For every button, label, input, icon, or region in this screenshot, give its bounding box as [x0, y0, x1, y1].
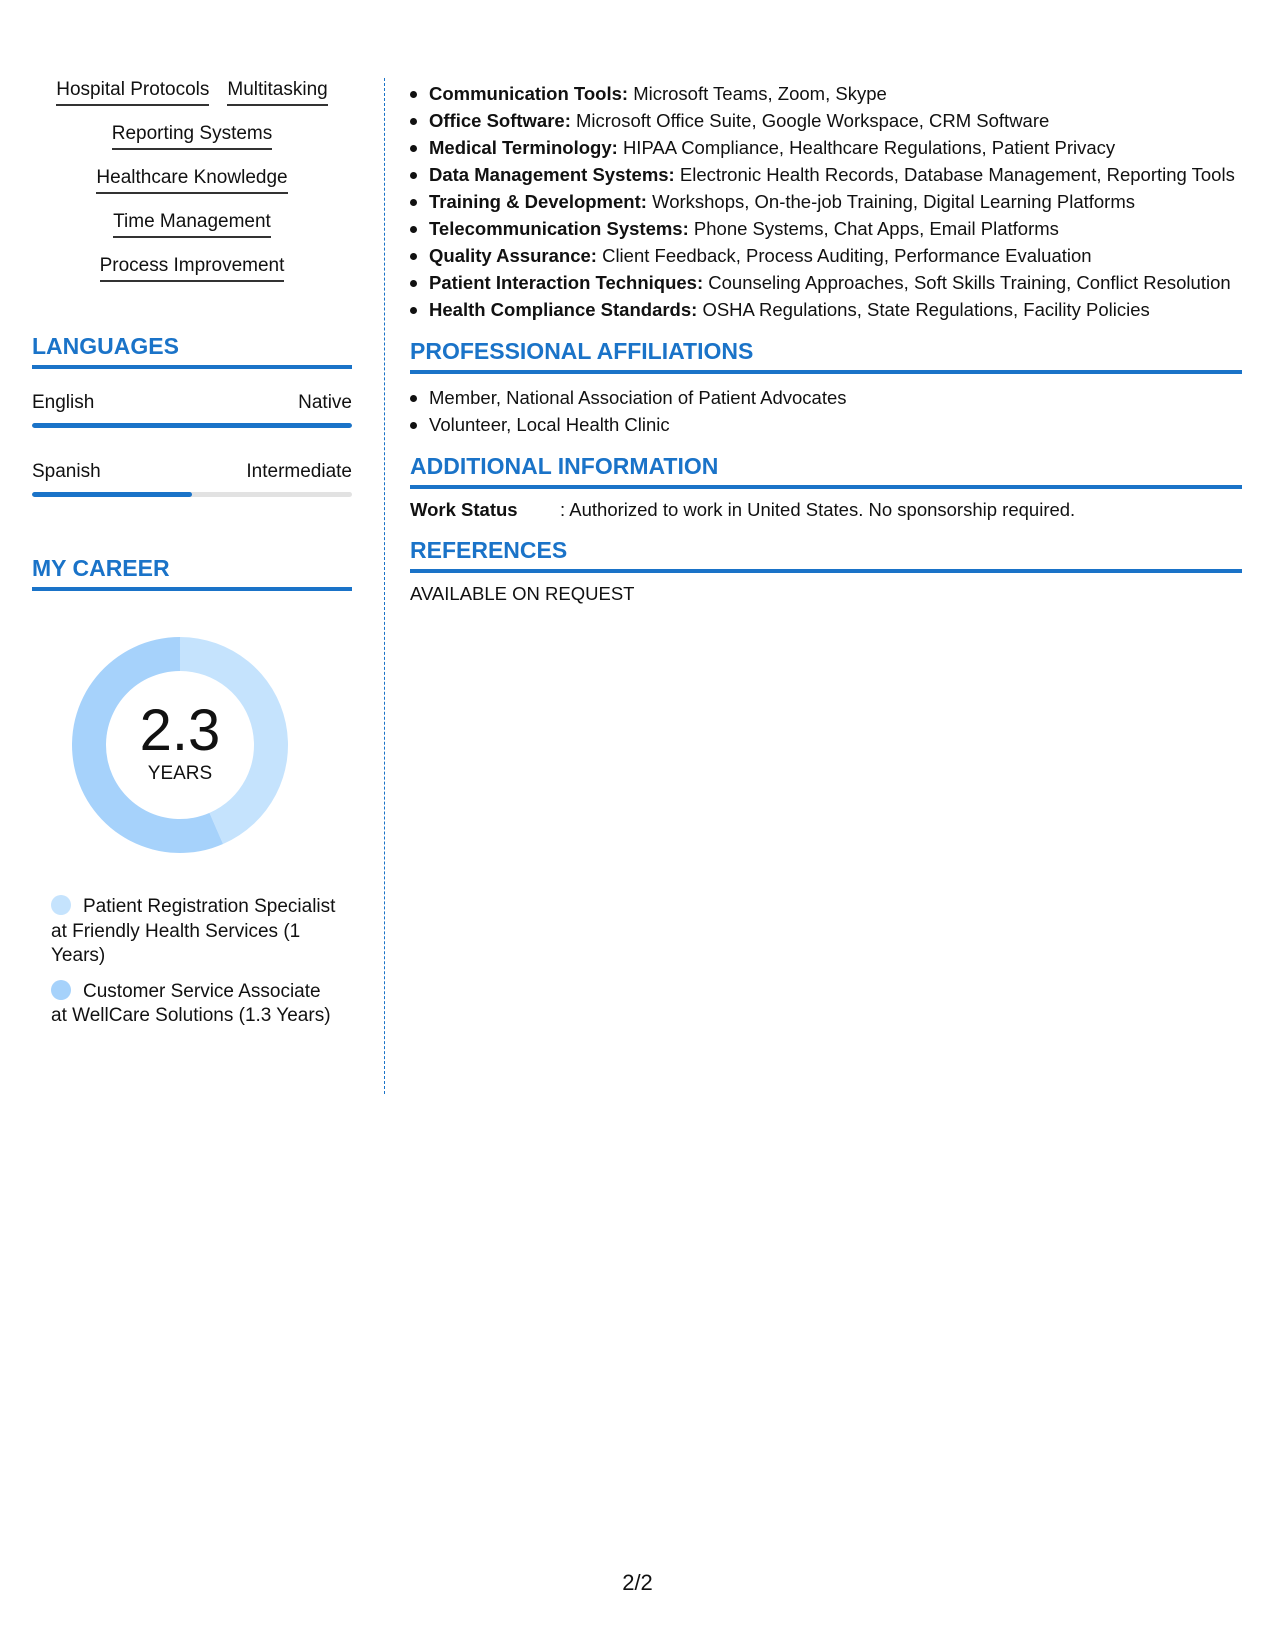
tools-item	[410, 80, 1242, 107]
tools-item	[410, 107, 1242, 134]
affiliations-list	[410, 384, 1242, 438]
language-level: Intermediate	[246, 461, 352, 482]
legend-label: Customer Service Associate at WellCare Solutions (1.3 Years)	[51, 980, 331, 1026]
tools-item-value: Counseling Approaches, Soft Skills Training, Conflict Resolution	[708, 272, 1231, 293]
tools-item-label: Telecommunication Systems:	[429, 218, 689, 239]
additional-info-heading: ADDITIONAL INFORMATION	[410, 452, 1242, 489]
languages-heading: LANGUAGES	[32, 332, 352, 369]
right-column	[410, 80, 1242, 606]
tools-item-value: HIPAA Compliance, Healthcare Regulations, Patient Privacy	[622, 137, 1116, 158]
tools-item-value: Microsoft Office Suite, Google Workspace, CRM Software	[576, 110, 1050, 131]
tools-list	[410, 80, 1242, 323]
career-heading: MY CAREER	[32, 554, 352, 591]
work-status-row	[410, 498, 1242, 522]
tools-item-value: OSHA Regulations, State Regulations, Facility Policies	[702, 299, 1150, 320]
career-donut-chart	[66, 631, 294, 859]
legend-dot-icon	[51, 895, 71, 915]
career-legend	[51, 895, 341, 1029]
work-status-value: : Authorized to work in United States. No sponsorship required.	[560, 499, 1076, 520]
work-status-label: Work Status	[410, 499, 518, 520]
tools-item-value: Electronic Health Records, Database Management, Reporting Tools	[679, 164, 1235, 185]
tools-item-label: Communication Tools:	[429, 83, 629, 104]
language-item	[32, 391, 352, 428]
tools-item-label: Office Software:	[429, 110, 571, 131]
tools-item	[410, 134, 1242, 161]
tools-item-label: Medical Terminology:	[429, 137, 618, 158]
skill-tag: Multitasking	[227, 78, 327, 106]
legend-label: Patient Registration Specialist at Friendly Health Services (1 Years)	[51, 896, 336, 966]
languages-list	[32, 391, 352, 497]
tools-item-value: Phone Systems, Chat Apps, Email Platforms	[693, 218, 1059, 239]
language-name: English	[32, 392, 95, 413]
language-item	[32, 460, 352, 497]
tools-item-label: Training & Development:	[429, 191, 647, 212]
tools-item-label: Patient Interaction Techniques:	[429, 272, 704, 293]
tools-item	[410, 242, 1242, 269]
skill-tag: Hospital Protocols	[56, 78, 209, 106]
skills-list	[32, 78, 352, 282]
skill-tag: Healthcare Knowledge	[96, 166, 287, 194]
tools-item	[410, 161, 1242, 188]
language-level-bar	[32, 423, 352, 428]
tools-item	[410, 269, 1242, 296]
language-level-bar	[32, 492, 352, 497]
legend-item	[51, 980, 341, 1029]
career-total-value: 2.3	[139, 698, 221, 763]
affiliations-heading: PROFESSIONAL AFFILIATIONS	[410, 337, 1242, 374]
column-divider	[384, 78, 385, 1094]
legend-item	[51, 895, 341, 969]
skill-tag: Time Management	[113, 210, 271, 238]
skill-tag: Process Improvement	[100, 254, 285, 282]
references-text: AVAILABLE ON REQUEST	[410, 583, 635, 604]
career-total	[66, 631, 294, 859]
tools-item-value: Client Feedback, Process Auditing, Performance Evaluation	[602, 245, 1092, 266]
tools-item-value: Microsoft Teams, Zoom, Skype	[633, 83, 887, 104]
page-number: 2/2	[622, 1570, 653, 1595]
affiliation-item: Member, National Association of Patient Advocates	[410, 384, 1242, 411]
legend-dot-icon	[51, 980, 71, 1000]
language-level-fill	[32, 492, 192, 497]
references-heading: REFERENCES	[410, 536, 1242, 573]
tools-item-label: Data Management Systems:	[429, 164, 675, 185]
affiliation-item: Volunteer, Local Health Clinic	[410, 411, 1242, 438]
tools-item	[410, 296, 1242, 323]
language-level: Native	[298, 392, 352, 413]
career-total-unit: YEARS	[147, 763, 213, 784]
tools-item	[410, 188, 1242, 215]
language-name: Spanish	[32, 461, 101, 482]
tools-item-label: Quality Assurance:	[429, 245, 597, 266]
language-level-fill	[32, 423, 352, 428]
left-column	[32, 78, 352, 1040]
tools-item-value: Workshops, On-the-job Training, Digital Learning Platforms	[652, 191, 1135, 212]
tools-item	[410, 215, 1242, 242]
tools-item-label: Health Compliance Standards:	[429, 299, 698, 320]
skill-tag: Reporting Systems	[112, 122, 273, 150]
